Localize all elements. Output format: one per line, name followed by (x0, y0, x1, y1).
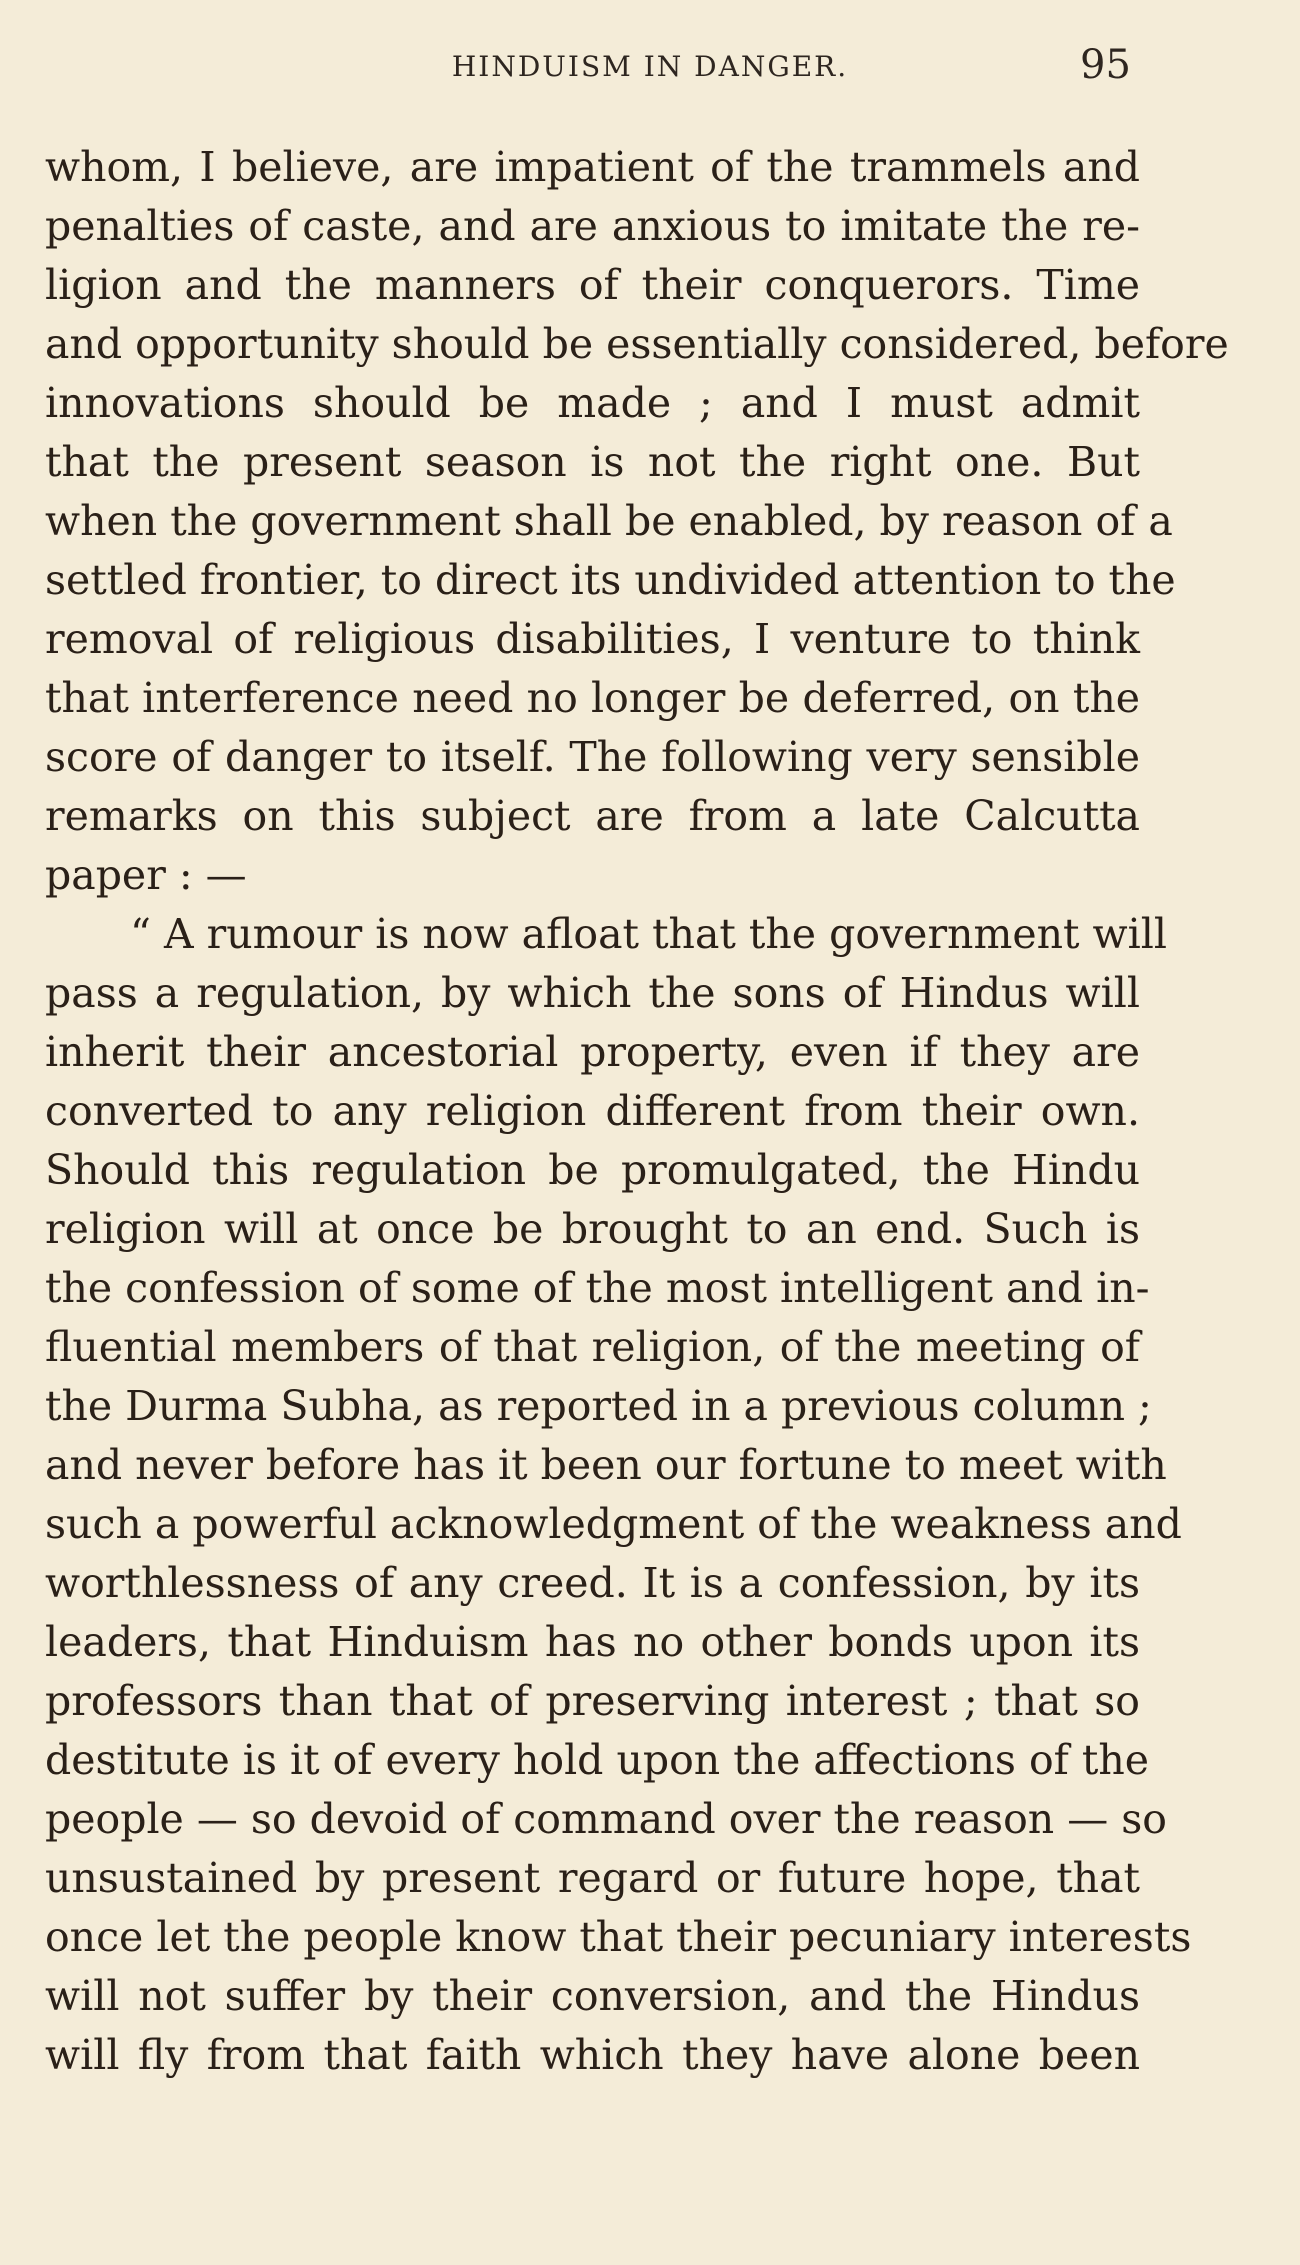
text-line: people — so devoid of command over the reason — so (45, 1795, 1167, 1843)
text-line: that interference need no longer be deferred, on the (45, 674, 1140, 722)
text-line: the Durma Subha, as reported in a previous column ; (45, 1382, 1152, 1430)
text-line: and never before has it been our fortune to meet with (45, 1441, 1167, 1489)
text-line: will fly from that faith which they have alone been (45, 2031, 1140, 2079)
text-line: once let the people know that their pecuniary interests (45, 1913, 1192, 1961)
text-line: pass a regulation, by which the sons of Hindus will (45, 969, 1140, 1017)
text-line: such a powerful acknowledgment of the weakness and (45, 1500, 1182, 1548)
text-line: that the present season is not the right one. But (45, 438, 1140, 486)
page-header (0, 42, 1300, 102)
running-head: HINDUISM IN DANGER. (451, 50, 849, 83)
text-line: leaders, that Hinduism has no other bonds upon its (45, 1618, 1140, 1666)
text-line: converted to any religion different from their own. (45, 1087, 1140, 1135)
text-line: ligion and the manners of their conquerors. Time (45, 261, 1140, 309)
text-line: religion will at once be brought to an end. Such is (45, 1205, 1140, 1253)
text-line: professors than that of preserving interest ; that so (45, 1677, 1140, 1725)
text-line: remarks on this subject are from a late Calcutta (45, 792, 1140, 840)
text-line: destitute is it of every hold upon the affections of the (45, 1736, 1149, 1784)
text-line: inherit their ancestorial property, even if they are (45, 1028, 1140, 1076)
text-line: score of danger to itself. The following very sensible (45, 733, 1140, 781)
text-line: removal of religious disabilities, I venture to think (45, 615, 1140, 663)
text-line: settled frontier, to direct its undivided attention to the (45, 556, 1176, 604)
text-line: the confession of some of the most intelligent and in- (45, 1264, 1150, 1312)
text-line: worthlessness of any creed. It is a confession, by its (45, 1559, 1140, 1607)
text-line: and opportunity should be essentially considered, before (45, 320, 1229, 368)
text-line: when the government shall be enabled, by reason of a (45, 497, 1173, 545)
text-line: innovations should be made ; and I must admit (45, 379, 1140, 427)
text-line: Should this regulation be promulgated, the Hindu (45, 1146, 1140, 1194)
text-line: fluential members of that religion, of the meeting of (45, 1323, 1140, 1371)
page-number: 95 (1080, 42, 1131, 88)
text-line: whom, I believe, are impatient of the trammels and (45, 143, 1140, 191)
text-line: will not suffer by their conversion, and the Hindus (45, 1972, 1140, 2020)
quote-start-line: “ A rumour is now afloat that the government will (130, 910, 1167, 958)
text-line: penalties of caste, and are anxious to imitate the re- (45, 202, 1140, 250)
text-line: unsustained by present regard or future hope, that (45, 1854, 1140, 1902)
text-line: paper : — (45, 851, 247, 899)
